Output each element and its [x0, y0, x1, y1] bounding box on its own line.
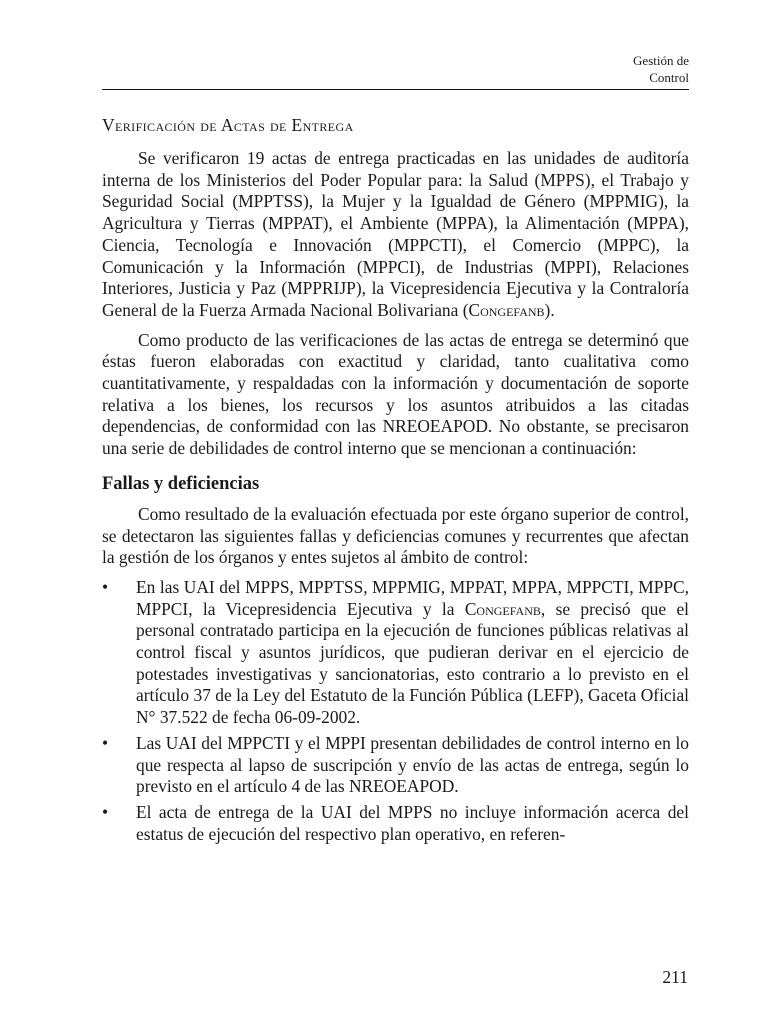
- page-number: 211: [662, 967, 688, 987]
- list-item: [102, 733, 689, 798]
- paragraph-text: Como producto de las verificaciones de las actas de entrega se determinó que éstas fueron elaboradas con exactitud y claridad, tanto cualitativa como cuantitativamente, y respaldadas con la información y documentación de soporte relativa a los bienes, los recursos y los asuntos atribuidos a las citadas dependencias, de conformidad con las NREOEAPOD. No obstante, se precisaron una serie de debilidades de control interno que se mencionan a continuación:: [102, 329, 689, 459]
- bullet-list: [102, 577, 689, 845]
- header-rule: [102, 89, 689, 90]
- list-item: [102, 577, 689, 729]
- paragraph-text: Se verificaron 19 actas de entrega practicadas en las unidades de auditoría interna de los Ministerios del Poder Popular para: la Salud (MPPS), el Trabajo y Seguridad Social (MPPTSS), la Mujer y la Igualdad de Género (MPPMIG), la Agricultura y Tierras (MPPAT), el Ambiente (MPPA), la Alimentación (MPPA), Ciencia, Tecnología e Innovación (MPPCTI), el Comercio (MPPC), la Comunicación y la Información (MPPCI), de Industrias (MPPI), Relaciones Interiores, Justicia y Paz (MPPRIJP), la Vicepresidencia Ejecutiva y la Contraloría General de la Fuerza Armada Nacional Bolivariana (: [102, 148, 689, 320]
- paragraph-fallas-intro: Como resultado de la evaluación efectuada por este órgano superior de control, se detectaron las siguientes fallas y deficiencias comunes y recurrentes que afectan la gestión de los órganos y entes sujetos al ámbito de control:: [102, 503, 689, 568]
- page-content: [102, 114, 689, 849]
- running-header-line-1: Gestión de: [633, 53, 689, 68]
- bullet-icon: •: [102, 801, 109, 822]
- bullet-icon: •: [102, 576, 109, 597]
- list-item-text: En las UAI del MPPS, MPPTSS, MPPMIG, MPPAT, MPPA, MPPCTI, MPPC, MPPCI, la Vicepresidencia Ejecutiva y la: [136, 576, 689, 619]
- list-item-text: , se precisó que el personal contratado participa en la ejecución de funciones públicas relativas al control fiscal y asuntos jurídicos, que pudieran derivar en el ejercicio de potestades investigativas y sancionatorias, esto contrario a lo previsto en el artículo 37 de la Ley del Estatuto de la Función Pública (LEFP), Gaceta Oficial N° 37.522 de fecha 06-09-2002.: [136, 598, 690, 728]
- running-header-line-2: Control: [649, 70, 689, 85]
- paragraph-verificacion-1: [102, 148, 689, 322]
- acronym-congefanb: Congefanb: [468, 299, 545, 320]
- paragraph-text: ).: [544, 299, 555, 320]
- list-item-text: Las UAI del MPPCTI y el MPPI presentan debilidades de control interno en lo que respecta al lapso de suscripción y envío de las actas de entrega, según lo previsto en el artículo 4 de las NREOEAPOD.: [136, 732, 689, 797]
- paragraph-verificacion-2: [102, 330, 689, 460]
- list-item: [102, 802, 689, 845]
- section-title-fallas: Fallas y deficiencias: [102, 473, 260, 494]
- list-item-text: El acta de entrega de la UAI del MPPS no incluye información acerca del estatus de ejecución del respectivo plan operativo, en referen-: [136, 801, 689, 844]
- running-header: [633, 52, 689, 86]
- bullet-icon: •: [102, 732, 109, 753]
- section-title-verificacion: Verificación de Actas de Entrega: [102, 115, 354, 135]
- acronym-congefanb: Congefanb: [464, 598, 541, 619]
